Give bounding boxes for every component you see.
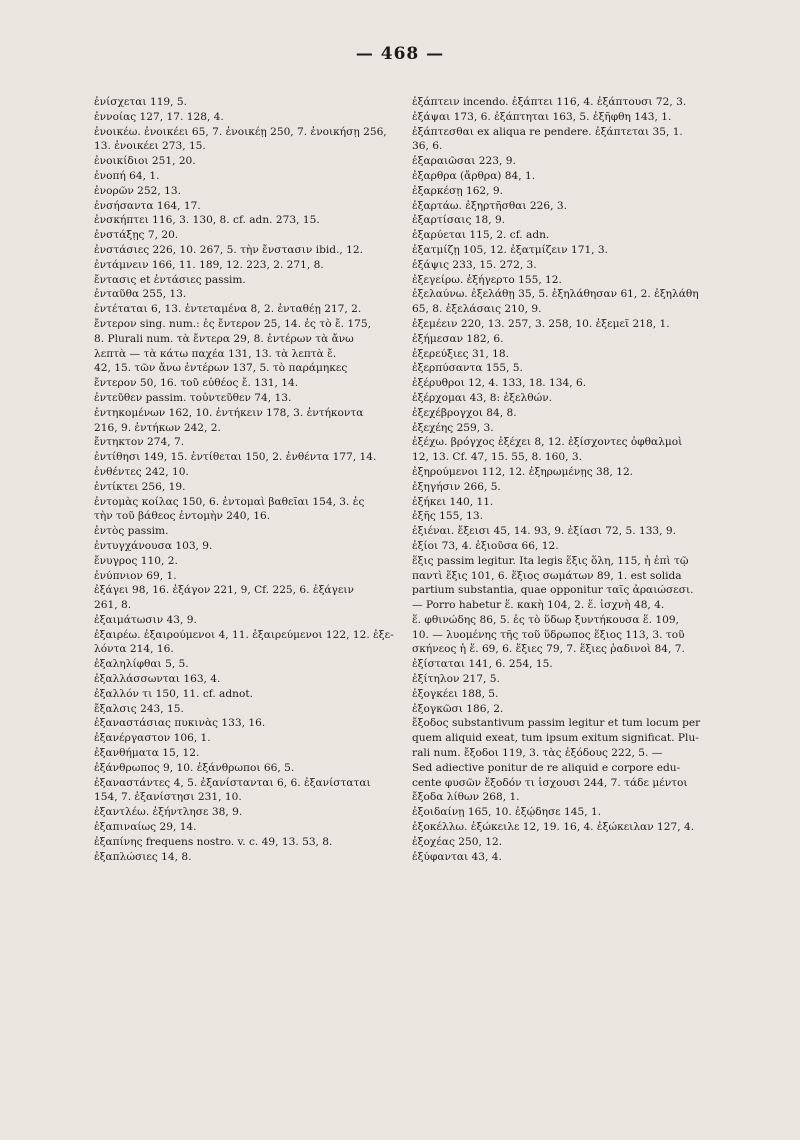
index-line: ἐξογκῶσι 186, 2. (412, 702, 504, 715)
index-line: ἐξατμίζῃ 105, 12. ἐξατμίζειν 171, 3. (412, 243, 609, 256)
index-line: ἐξερεύξιες 31, 18. (412, 347, 510, 360)
index-line: ἐξηγήσιν 266, 5. (412, 480, 501, 493)
index-line: ἐνοπή 64, 1. (94, 169, 160, 182)
index-line: ἐξαλλόν τι 150, 11. cf. adnot. (94, 687, 253, 700)
index-line: ἐξέχω. βρόγχος ἐξέχει 8, 12. ἐξίσχοντες ὀφθαλμοὶ (412, 436, 683, 449)
index-line: ἐξήκει 140, 11. (412, 495, 494, 508)
index-line: ἔξοδα λίθων 268, 1. (412, 791, 520, 804)
index-line: ἐνορῶν 252, 13. (94, 184, 181, 197)
index-line: ἐξογκέει 188, 5. (412, 687, 499, 700)
index-line: ἐντέταται 6, 13. ἐντεταμένα 8, 2. ἐνταθέῃ 217, 2. (94, 303, 362, 316)
index-line: ἐξαιμάτωσιν 43, 9. (94, 613, 197, 626)
index-line: ἔνυγρος 110, 2. (94, 554, 178, 567)
index-line: ἐξερπύσαντα 155, 5. (412, 362, 523, 375)
index-line: ἐνταῦθα 255, 13. (94, 288, 187, 301)
index-line: ἐξάψαι 173, 6. ἐξάπτηται 163, 5. ἐξῆφθη 143, 1. (412, 110, 672, 123)
index-line: ἐξήμεσαν 182, 6. (412, 332, 504, 345)
index-line: ἔντηκτον 274, 7. (94, 436, 185, 449)
index-line: ἔντασις et ἐντάσιες passim. (94, 273, 246, 286)
index-line: ἔξοδος substantivum passim legitur et tum locum per (412, 717, 701, 730)
index-line: 12, 13. Cf. 47, 15. 55, 8. 160, 3. (412, 451, 582, 464)
left-column (94, 95, 402, 864)
index-line: ἐντεῦθεν passim. τοὐντεῦθεν 74, 13. (94, 391, 292, 404)
index-line: ἐξαλλάσσωνται 163, 4. (94, 673, 221, 686)
index-line: ἕ. φθινώδης 86, 5. ἐς τὸ ὕδωρ ξυντήκουσα ἕ. 109, (412, 613, 679, 626)
index-line: ἐξάπτεσθαι ex aliqua re pendere. ἐξάπτεται 35, 1. (412, 125, 683, 138)
index-line: partium substantia, quae opponitur ταῖς ἀραιώσεσι. (412, 584, 694, 597)
index-line: 65, 8. ἐξελάσαις 210, 9. (412, 303, 542, 316)
index-line: ἐννοίας 127, 17. 128, 4. (94, 110, 224, 123)
index-line: quem aliquid exeat, tum ipsum exitum significat. Plu- (412, 732, 699, 745)
index-line: ἐντίθησι 149, 15. ἐντίθεται 150, 2. ἐνθέντα 177, 14. (94, 451, 377, 464)
index-line: 36, 6. (412, 140, 443, 153)
index-line: ἐνστάσιες 226, 10. 267, 5. τὴν ἔνστασιν ibid., 12. (94, 243, 364, 256)
index-line: ἐξάγει 98, 16. ἐξάγον 221, 9, Cf. 225, 6. ἐξάγειν (94, 584, 354, 597)
index-line: 154, 7. ἐξανίστησι 231, 10. (94, 791, 242, 804)
index-line: ἐντίκτει 256, 19. (94, 480, 186, 493)
index-line: ἐντάμνειν 166, 11. 189, 12. 223, 2. 271, 8. (94, 258, 324, 271)
index-line: ἔντερον sing. num.: ἐς ἔντερον 25, 14. ἐς τὸ ἔ. 175, (94, 317, 371, 330)
index-line: παντὶ ἕξις 101, 6. ἕξιος σωμάτων 89, 1. est solida (412, 569, 682, 582)
index-line: ἐξελαύνω. ἐξελάθῃ 35, 5. ἐξηλάθησαν 61, 2. ἐξηλάθη (412, 288, 699, 301)
index-line: ἐνθέντες 242, 10. (94, 465, 189, 478)
right-column (412, 95, 732, 864)
index-line: ἐξεγείρω. ἐξήγερτο 155, 12. (412, 273, 562, 286)
index-line: ἐξίσταται 141, 6. 254, 15. (412, 658, 553, 671)
index-line: ἐξαναστάντες 4, 5. ἐξανίστανται 6, 6. ἐξανίσταται (94, 776, 371, 789)
index-line: ἕξις passim legitur. Ita legis ἕξις ὅλη, 115, ἡ ἐπὶ τῷ (412, 554, 689, 567)
index-line: ἐξέρυθροι 12, 4. 133, 18. 134, 6. (412, 377, 587, 390)
index-line: ἐξαρθρα (ἄρθρα) 84, 1. (412, 169, 536, 182)
index-line: ἐξαντλέω. ἐξήντλησε 38, 9. (94, 806, 243, 819)
index-line: ἐξαληλίφθαι 5, 5. (94, 658, 189, 671)
index-line: ἐξαρτίσαις 18, 9. (412, 214, 506, 227)
index-line: ἐξοκέλλω. ἐξώκειλε 12, 19. 16, 4. ἐξώκειλαν 127, 4. (412, 821, 695, 834)
index-line: τὴν τοῦ βάθεος ἐντομὴν 240, 16. (94, 510, 271, 523)
index-line: λεπτὰ — τὰ κάτω παχέα 131, 13. τὰ λεπτὰ ἔ. (94, 347, 337, 360)
index-line: ἐντηκομένων 162, 10. ἐντήκειν 178, 3. ἐντήκοντα (94, 406, 364, 419)
index-line: ἐξαρύεται 115, 2. cf. adn. (412, 229, 550, 242)
index-line: ἐνίσχεται 119, 5. (94, 96, 188, 108)
index-line: ἐξίοι 73, 4. ἐξιοῦσα 66, 12. (412, 539, 559, 552)
index-line: ἐξαπλώσιες 14, 8. (94, 850, 192, 863)
index-line: — Porro habetur ἕ. κακὴ 104, 2. ἕ. ἰσχνὴ 48, 4. (412, 599, 665, 612)
index-line: ἔξαλσις 243, 15. (94, 702, 184, 715)
index-line: ἐξιέναι. ἔξεισι 45, 14. 93, 9. ἐξίασι 72, 5. 133, 9. (412, 525, 677, 538)
index-line: 8. Plurali num. τὰ ἔντερα 29, 8. ἐντέρων τὰ ἄνω (94, 332, 354, 345)
index-line: ἐνοικίδιοι 251, 20. (94, 155, 196, 168)
index-line: ἐξέρχομαι 43, 8: ἐξελθών. (412, 391, 553, 404)
index-line: ἐξαπίνης frequens nostro. v. c. 49, 13. 53, 8. (94, 835, 333, 848)
index-line: ἐνύπνιον 69, 1. (94, 569, 177, 582)
index-line: ἐξάπτειν incendo. ἐξάπτει 116, 4. ἐξάπτουσι 72, 3. (412, 96, 687, 108)
index-line: ἔντερον 50, 16. τοῦ εὐθέος ἔ. 131, 14. (94, 377, 299, 390)
index-line: ἐνοικέω. ἐνοικέει 65, 7. ἐνοικέῃ 250, 7. ἐνοικήσῃ 256, (94, 125, 387, 138)
index-line: 216, 9. ἐντήκων 242, 2. (94, 421, 221, 434)
index-line: λόντα 214, 16. (94, 643, 174, 656)
index-line: ἐξανθήματα 15, 12. (94, 747, 200, 760)
index-line: ἐξαπιναίως 29, 14. (94, 821, 197, 834)
index-line: ἐνσκήπτει 116, 3. 130, 8. cf. adn. 273, 15. (94, 214, 320, 227)
index-line: ἐξάνθρωπος 9, 10. ἐξάνθρωποι 66, 5. (94, 761, 295, 774)
index-line: ἐξαραιῶσαι 223, 9. (412, 155, 516, 168)
index-line: ἐντὸς passim. (94, 525, 169, 538)
index-line: ἐξοχέας 250, 12. (412, 835, 503, 848)
index-line: ἐξαρτάω. ἐξηρτῆσθαι 226, 3. (412, 199, 567, 212)
index-line: ἐξεχέης 259, 3. (412, 421, 494, 434)
index-line: ἐξαρκέσῃ 162, 9. (412, 184, 504, 197)
page-number: — 468 — (355, 44, 445, 64)
index-line: ἐξαναστάσιας πυκινὰς 133, 16. (94, 717, 266, 730)
index-line: ἐξεμέειν 220, 13. 257, 3. 258, 10. ἐξεμεῖ 218, 1. (412, 317, 670, 330)
index-line: ἐξύφανται 43, 4. (412, 850, 502, 863)
index-line: ἐξῆς 155, 13. (412, 510, 483, 523)
index-line: 13. ἐνοικέει 273, 15. (94, 140, 206, 153)
index-line: ἐντομὰς κοίλας 150, 6. ἐντομαὶ βαθεῖαι 154, 3. ἐς (94, 495, 365, 508)
index-line: ἐξεχέβρογχοι 84, 8. (412, 406, 517, 419)
index-line: ἐντυγχάνουσα 103, 9. (94, 539, 213, 552)
index-line: ἐνσήσαντα 164, 17. (94, 199, 201, 212)
index-line: ἐξίτηλον 217, 5. (412, 673, 500, 686)
index-line: 10. — λυομένης τῆς τοῦ ὕδρωπος ἕξιος 113, 3. τοῦ (412, 628, 685, 641)
index-line: ἐξαιρέω. ἐξαιρούμενοι 4, 11. ἐξαιρεύμενοι 122, 12. ἐξε- (94, 628, 394, 641)
index-line: cente φυσῶν ἔξοδόν τι ἰσχουσι 244, 7. τάδε μέντοι (412, 776, 688, 789)
index-line: ἐξανέργαστον 106, 1. (94, 732, 211, 745)
index-line: rali num. ἔξοδοι 119, 3. τὰς ἐξόδους 222, 5. — (412, 747, 663, 760)
index-line: ἐνστάξῃς 7, 20. (94, 229, 179, 242)
index-line: ἐξηρούμενοι 112, 12. ἐξηρωμένῃς 38, 12. (412, 465, 634, 478)
index-line: 42, 15. τῶν ἄνω ἐντέρων 137, 5. τὸ παράμηκες (94, 362, 348, 375)
index-line: ἐξοιδαίνῃ 165, 10. ἐξῴδησε 145, 1. (412, 806, 602, 819)
index-line: σκήνεος ἡ ἕ. 69, 6. ἕξιες 79, 7. ἕξιες ῥαδινοὶ 84, 7. (412, 643, 685, 656)
index-line: ἐξάψις 233, 15. 272, 3. (412, 258, 537, 271)
index-line: 261, 8. (94, 599, 132, 612)
index-line: Sed adiective ponitur de re aliquid e corpore edu- (412, 761, 681, 774)
